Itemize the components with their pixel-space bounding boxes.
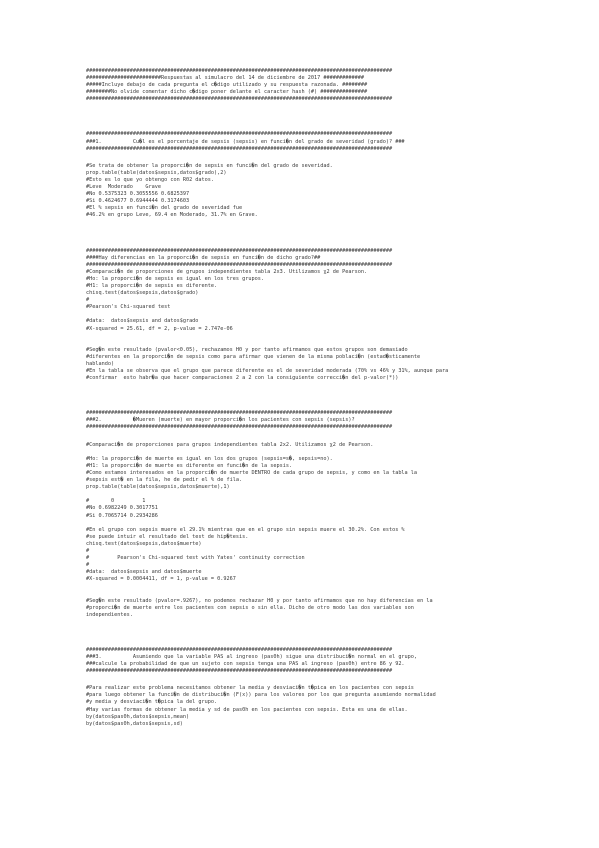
- text-line: #Esto es lo que yo obtengo con R02 datos.: [86, 176, 215, 183]
- section-spacer: [86, 103, 526, 131]
- text-line: ##################################################################################################: [86, 261, 393, 268]
- text-line: #No 0.6982249 0.3017751: [86, 505, 158, 512]
- text-line: [86, 491, 526, 498]
- text-line: # 0 1: [86, 498, 146, 505]
- document-section: [86, 131, 526, 152]
- text-line: #El % sepsis en funci�n del grado de severidad fue: [86, 205, 243, 212]
- text-line: ###3. Asumiendo que la variable PAS al ingreso (pas0h) sigue una distribuci�n normal en el grupo,: [86, 654, 418, 660]
- text-line: #H1: la proporci�n de muerte es diferente en funci�n de la sepsis.: [86, 462, 293, 469]
- text-line: #sepsis est� en la fila, he de pedir el % de fila.: [86, 477, 243, 484]
- text-line: ##################################################################################################: [86, 145, 393, 152]
- section-spacer: [86, 432, 526, 442]
- text-line: chisq.test(datos$sepsis,datos$muerte): [86, 540, 202, 547]
- document-section: [86, 685, 526, 728]
- text-line: #Seg�n este resultado (pvalor<0.05), rechazamos H0 y por tanto afirmamos que estos grupos son demasiado: [86, 346, 408, 353]
- text-line: #Como estamos interesados en la proporci�n de muerte DENTRO de cada grupo de sepsis, y como en la tabla la: [86, 469, 418, 476]
- text-line: #: [86, 547, 90, 554]
- text-line: independientes.: [86, 611, 133, 618]
- text-line: #: [86, 297, 90, 304]
- text-line: ########No olvide comentar dicho c�digo poner delante el caracter hash (#) ###############: [86, 89, 368, 96]
- text-line: ##################################################################################################: [86, 131, 393, 138]
- text-line: #Para realizar este problema necesitamos obtener la media y desviaci�n t�pica en los pacientes con sepsis: [86, 685, 414, 692]
- document-section: [86, 410, 526, 431]
- r-script-text: [86, 68, 526, 728]
- text-line: #data: datos$sepsis and datos$muerte: [86, 569, 202, 576]
- text-line: ####Hay diferencias en la proporci�n de sepsis en funci�n de dicho grado?##: [86, 254, 321, 261]
- text-line: #Seg�n este resultado (pvalor=.9267), no podemos rechazar H0 y por tanto afirmamos que no hay diferencias en la: [86, 597, 433, 604]
- text-line: ##################################################################################################: [86, 424, 393, 431]
- text-line: #46.2% en grupo Leve, 69.4 en Moderado, 31.7% en Grave.: [86, 212, 258, 219]
- text-line: hablando): [86, 361, 115, 367]
- text-line: #Si 0.4624677 0.6944444 0.3174603: [86, 198, 190, 205]
- text-line: #En el grupo con sepsis muere el 29.1% mientras que en el grupo sin sepsis muere el 30.2%. Con estos %: [86, 526, 405, 533]
- text-line: [86, 340, 526, 347]
- text-line: #proporci�n de muerte entre los pacientes con sepsis o sin ella. Dicho de otro modo las dos variables son: [86, 604, 414, 611]
- text-line: ###calcule la probabilidad de que un sujeto con sepsis tenga una PAS al ingreso (pas0h) entre 86 y 92.: [86, 661, 405, 668]
- text-line: prop.table(table(datos$sepsis,datos$grado),2): [86, 169, 227, 176]
- text-line: by(datos$pas0h,datos$sepsis,sd): [86, 720, 183, 727]
- document-section: [86, 163, 526, 220]
- text-line: ###2. �Mueren (muerte) en mayor proporci�n los pacientes con sepsis (sepsis)?: [86, 417, 355, 424]
- text-line: #X-squared = 25.61, df = 2, p-value = 2.747e-06: [86, 325, 233, 332]
- text-line: #Si 0.7065714 0.2934286: [86, 512, 158, 519]
- document-section: [86, 647, 526, 675]
- text-line: #Leve Moderado Grave: [86, 184, 161, 191]
- text-line: #y media y desviaci�n t�pica la del grupo.: [86, 699, 218, 706]
- section-spacer: [86, 619, 526, 647]
- text-line: ##################################################################################################: [86, 668, 393, 675]
- section-spacer: [86, 153, 526, 163]
- section-spacer: [86, 675, 526, 685]
- text-line: ##################################################################################################: [86, 646, 393, 653]
- text-line: ##################################################################################################: [86, 68, 393, 74]
- text-line: # Pearson's Chi-squared test with Yates' continuity correction: [86, 555, 305, 562]
- text-line: ########################Respuestas al simulacro del 14 de diciembre de 2017 #############: [86, 75, 364, 82]
- text-line: ##################################################################################################: [86, 96, 393, 103]
- text-line: #Se trata de obtener la proporci�n de sepsis en funci�n del grado de severidad.: [86, 162, 333, 169]
- text-line: #X-squared = 0.0004411, df = 1, p-value = 0.9267: [86, 576, 236, 583]
- section-spacer: [86, 382, 526, 410]
- document-section: [86, 68, 526, 103]
- text-line: #confirmar esto habr�a que hacer comparaciones 2 a 2 con la consiguiente correcci�n del p-valor(*)): [86, 375, 399, 382]
- text-line: #No 0.5375323 0.3055556 0.6825397: [86, 191, 190, 198]
- text-line: [86, 520, 526, 527]
- text-line: #se puede intuir el resultado del test de hip�tesis.: [86, 533, 249, 540]
- text-line: #Pearson's Chi-squared test: [86, 304, 171, 311]
- text-line: #diferentes en la proporci�n de sepsis como para afirmar que vienen de la misma poblaci�n (estad�sticamente: [86, 353, 421, 360]
- text-line: [86, 333, 526, 340]
- text-line: [86, 311, 526, 318]
- text-line: ###1. Cu�l es el porcentaje de sepsis (sepsis) en funci�n del grado de severidad (grado)? ###: [86, 138, 405, 145]
- text-line: #Ho: la proporci�n de sepsis es igual en los tres grupos.: [86, 275, 265, 282]
- text-line: by(datos$pas0h,datos$sepsis,mean): [86, 713, 190, 720]
- text-line: #Comparaci�n de proporciones para grupos independientes tabla 2x2. Utilizamos χ2 de Pearson.: [86, 441, 374, 448]
- text-line: [86, 583, 526, 590]
- text-line: #Comparaci�n de proporciones de grupos independientes tabla 2x3. Utilizamos χ2 de Pearson.: [86, 268, 368, 275]
- text-line: ##################################################################################################: [86, 410, 393, 417]
- text-line: chisq.test(datos$sepsis,datos$grado): [86, 290, 199, 297]
- text-line: #H1: la proporci�n de sepsis es diferente.: [86, 282, 218, 289]
- text-line: #Ho: la proporci�n de muerte es igual en los dos grupos (sepsis=s�, sepsis=no).: [86, 455, 333, 462]
- text-line: [86, 449, 526, 456]
- text-line: #para luego obtener la funci�n de distribuci�n (F(x)) para los valores por los que pregunta asumiendo normalidad: [86, 692, 436, 699]
- document-section: [86, 248, 526, 383]
- text-line: prop.table(table(datos$sepsis,datos$muerte),1): [86, 484, 230, 491]
- text-line: #Hay varias formas de obtener la media y sd de pas0h en los pacientes con sepsis. Esta es una de ellas.: [86, 706, 408, 713]
- text-line: #data: datos$sepsis and datos$grado: [86, 318, 199, 325]
- document-section: [86, 442, 526, 619]
- text-line: ##################################################################################################: [86, 247, 393, 254]
- text-line: #En la tabla se observa que el grupo que parece diferente es el de severidad moderada (70% vs 46% y 31%, aunque para: [86, 368, 449, 375]
- section-spacer: [86, 220, 526, 248]
- text-line: #####Incluye debajo de cada pregunta el c�digo utilizado y su respuesta razonada. ########: [86, 82, 368, 89]
- text-line: #: [86, 562, 90, 569]
- text-line: [86, 591, 526, 598]
